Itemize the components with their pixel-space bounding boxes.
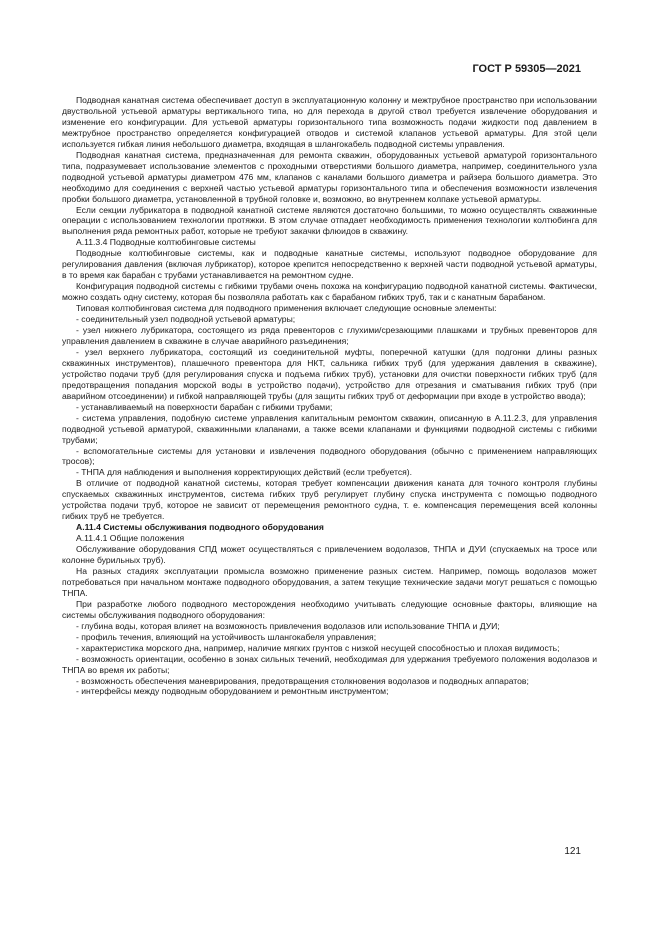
section-heading: А.11.3.4 Подводные колтюбинговые системы xyxy=(76,237,256,248)
document-id: ГОСТ Р 59305—2021 xyxy=(472,63,581,75)
paragraph: Подводные колтюбинговые системы, как и подводные канатные системы, используют подводное оборудование для регулирования давления (включая лубрикатор), которое крепится непосредственно к верхней части подводной устьевой арматуры, в то время как барабан с трубами устанавливается на ремонтном судне. xyxy=(62,248,597,281)
list-item: - узел верхнего лубрикатора, состоящий из соединительной муфты, поперечной катушки (для подгонки длины разных скважинных инструментов), плашечного превентора для НКТ, сальника гибких труб (для удержания давления в скважине), устройство подачи труб (для регулирования спуска и подъема гибких труб), установки для очистки поверхности гибких труб (для предотвращения попадания морской воды в устройство подачи), устройство для отрезания и сматывания гибких труб (при аварийном отсоединении) и гибкой направляющей трубы (для защиты гибких труб от деформации при входе в устройство ввода); xyxy=(62,346,597,401)
list-item: - соединительный узел подводной устьевой арматуры; xyxy=(76,314,296,325)
list-item: - характеристика морского дна, например, наличие мягких грунтов с низкой несущей способностью и плохая видимость; xyxy=(76,642,560,653)
paragraph: На разных стадиях эксплуатации промысла возможно применение разных систем. Например, помощь водолазов может потребоваться при начальном монтаже подводного оборудования, а затем текущие технические задачи могут решаться с помощью ТНПА. xyxy=(62,565,597,598)
paragraph: Подводная канатная система, предназначенная для ремонта скважин, оборудованных устьевой арматурой горизонтального типа, подразумевает использование элементов с проходными отверстиями большого диаметра, например, соединительного узла подводной устьевой арматуры диаметром 476 мм, клапанов с каналами большого диаметра и райзера большого диаметра. Это необходимо для соединения с верхней частью устьевой арматуры горизонтального типа и обеспечения возможности извлечения пробки большого диаметра, установленной в трубной головке и, возможно, во внутреннем колпаке устьевой арматуры. xyxy=(62,149,597,204)
document-body xyxy=(62,95,597,697)
list-item: - устанавливаемый на поверхности барабан с гибкими трубами; xyxy=(76,401,333,412)
list-item: - возможность ориентации, особенно в зонах сильных течений, необходимая для удержания требуемого положения водолазов и ТНПА во время их работы; xyxy=(62,653,597,675)
list-item: - вспомогательные системы для установки и извлечения подводного оборудования (обычно с применением направляющих тросов); xyxy=(62,445,597,467)
list-item: - профиль течения, влияющий на устойчивость шлангокабеля управления; xyxy=(76,631,377,642)
list-item: - интерфейсы между подводным оборудованием и ремонтным инструментом; xyxy=(76,686,389,697)
list-item: - глубина воды, которая влияет на возможность привлечения водолазов или использование ТНПА и ДУИ; xyxy=(76,620,500,631)
paragraph: В отличие от подводной канатной системы, которая требует компенсации движения каната для точного контроля глубины спускаемых скважинных инструментов, система гибких труб регулирует глубину спуска инструмента с помощью подводного устройства подачи труб, которое не зависит от перемещения ремонтного судна, т. е. компенсация перемещения всей колонны гибких труб не требуется. xyxy=(62,478,597,522)
section-heading: А.11.4.1 Общие положения xyxy=(76,533,185,544)
list-item: - система управления, подобную системе управления капитальным ремонтом скважин, описанную в А.11.2.3, для управления подводной устьевой арматурой, скважинными клапанами, а также всеми клапанами и функциями подводной системы с гибкими трубами; xyxy=(62,412,597,445)
paragraph: Конфигурация подводной системы с гибкими трубами очень похожа на конфигурацию подводной канатной системы. Фактически, можно создать одну систему, которая бы позволяла работать как с барабаном гибких труб, так и с канатным барабаном. xyxy=(62,281,597,303)
list-item: - ТНПА для наблюдения и выполнения корректирующих действий (если требуется). xyxy=(76,467,413,478)
paragraph: Обслуживание оборудования СПД может осуществляться с привлечением водолазов, ТНПА и ДУИ (спускаемых на тросе или колонне бурильных труб). xyxy=(62,544,597,566)
paragraph: Типовая колтюбинговая система для подводного применения включает следующие основные элементы: xyxy=(76,303,497,314)
paragraph: Подводная канатная система обеспечивает доступ в эксплуатационную колонну и межтрубное пространство при использовании двуствольной устьевой арматуры вертикального типа, но для перехода в другой ствол требуется извлечение оборудования и изменение его конфигурации. Для устьевой арматуры горизонтального типа возможность подачи жидкости под давлением в межтрубное пространство определяется конфигурацией отводов и системой клапанов устьевой арматуры. Для этой цели используется гибкая линия небольшого диаметра, входящая в шлангокабель подводной системы управления. xyxy=(62,95,597,149)
list-item: - узел нижнего лубрикатора, состоящего из ряда превенторов с глухими/срезающими плашками и трубных превенторов для управления давлением в скважине в случае аварийного разъединения; xyxy=(62,325,597,346)
paragraph: При разработке любого подводного месторождения необходимо учитывать следующие основные факторы, влияющие на системы обслуживания подводного оборудования: xyxy=(62,598,597,620)
paragraph: Если секции лубрикатора в подводной канатной системе являются достаточно большими, то можно осуществлять скважинные операции с использованием технологии протяжки. В этом случае отпадает необходимость применения технологии колтюбинга для выполнения ряда ремонтных работ, которые не требуют закачки флюидов в скважину. xyxy=(62,204,597,237)
section-heading-bold: А.11.4 Системы обслуживания подводного оборудования xyxy=(76,522,324,533)
list-item: - возможность обеспечения маневрирования, предотвращения столкновения водолазов и подводных аппаратов; xyxy=(76,675,529,686)
page-number: 121 xyxy=(564,846,581,857)
